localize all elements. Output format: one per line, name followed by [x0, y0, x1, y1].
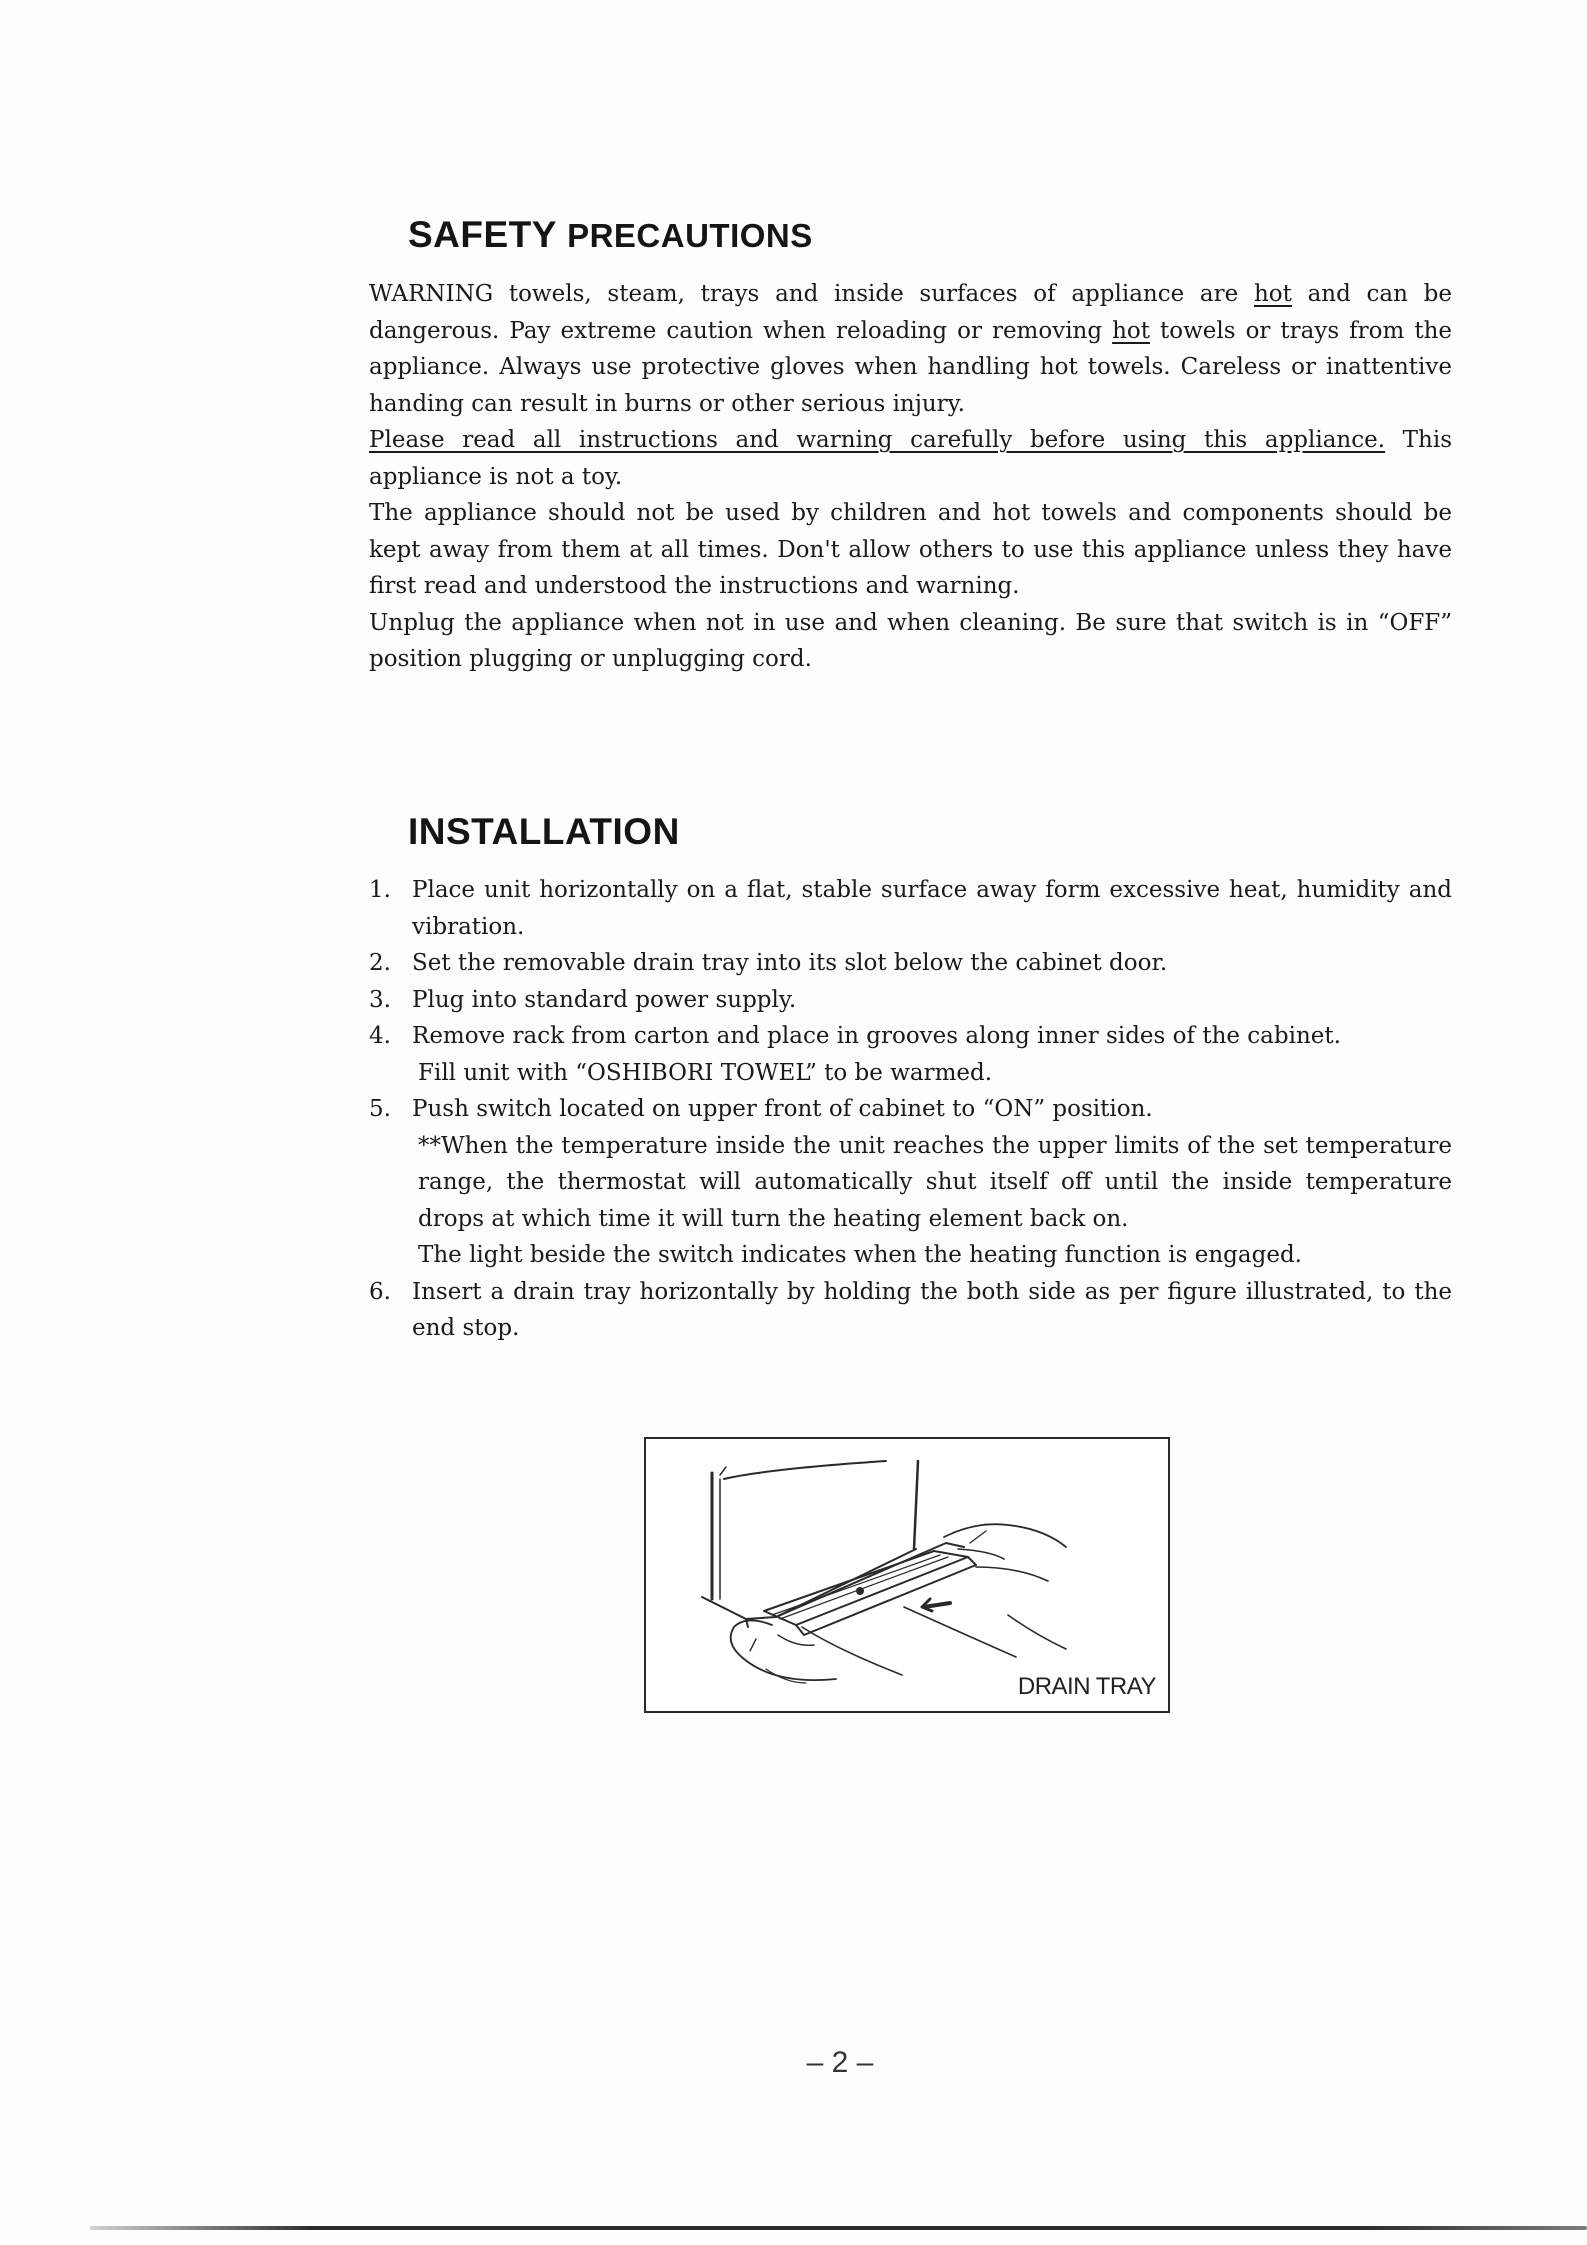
safety-section-text	[369, 276, 1452, 678]
not-a-toy-text: This appliance is not a toy.	[369, 427, 1453, 490]
step-text: Insert a drain tray horizontally by holding the both side as per figure illustrated, to the end stop.	[412, 1278, 1452, 1341]
installation-step	[369, 1018, 1452, 1091]
step-subtext: Fill unit with “OSHIBORI TOWEL” to be warmed.	[418, 1059, 993, 1086]
drain-tray-label: DRAIN TRAY	[1017, 1673, 1156, 1700]
hot-underlined: hot	[1253, 281, 1292, 307]
installation-steps-list	[369, 872, 1452, 1347]
installation-step	[369, 872, 1452, 945]
step-text: Plug into standard power supply.	[412, 986, 797, 1013]
step-number: 1.	[369, 877, 391, 903]
step-number: 2.	[369, 950, 391, 976]
safety-paragraph-children: The appliance should not be used by children and hot towels and components should be kept away from them at all times. Don't allow others to use this appliance unless they have first read and understood the instructions and warning.	[369, 500, 1452, 599]
installation-heading: INSTALLATION	[408, 811, 680, 852]
read-instructions-underlined: Please read all instructions and warning carefully before using this appliance.	[369, 427, 1386, 453]
step-subtext: **When the temperature inside the unit reaches the upper limits of the set temperature range, the thermostat will automatically shut itself off until the inside temperature drops at which time it will turn the heating element back on.	[418, 1132, 1452, 1232]
installation-step	[369, 1091, 1452, 1274]
heading-word-precautions: PRECAUTIONS	[567, 217, 813, 254]
step-number: 5.	[369, 1096, 391, 1122]
step-number: 6.	[369, 1278, 391, 1305]
page-number: – 2 –	[806, 2046, 874, 2079]
step-text: Place unit horizontally on a flat, stable surface away form excessive heat, humidity and vibration.	[412, 877, 1452, 940]
drain-tray-illustration-icon	[646, 1439, 1168, 1711]
step-text: Remove rack from carton and place in grooves along inner sides of the cabinet.	[412, 1023, 1341, 1049]
step-number: 3.	[369, 986, 391, 1013]
step-text: Push switch located on upper front of cabinet to “ON” position.	[412, 1096, 1153, 1122]
safety-paragraph-read-instructions	[369, 422, 1452, 495]
warning-text-part1: WARNING towels, steam, trays and inside surfaces of appliance are	[369, 281, 1254, 307]
hot-underlined: hot	[1112, 317, 1151, 344]
installation-step	[369, 982, 1452, 1019]
step-number: 4.	[369, 1023, 391, 1049]
step-text: Set the removable drain tray into its slot below the cabinet door.	[412, 950, 1168, 976]
warning-text-part2: and can be dangerous. Pay extreme caution when reloading or removing	[369, 281, 1452, 344]
safety-paragraph-unplug: Unplug the appliance when not in use and when cleaning. Be sure that switch is in “OFF” position plugging or unplugging cord.	[369, 609, 1452, 672]
warning-text-part3: towels or trays from the appliance. Always use protective gloves when handling hot towels. Careless or inattentive handing can result in burns or other serious injury.	[369, 317, 1452, 417]
drain-tray-figure	[644, 1437, 1170, 1713]
installation-step	[369, 945, 1452, 982]
bottom-divider	[90, 2226, 1587, 2230]
step-subtext: The light beside the switch indicates when the heating function is engaged.	[418, 1242, 1302, 1268]
safety-paragraph-warning	[369, 276, 1452, 422]
installation-step	[369, 1274, 1452, 1347]
heading-word-safety: SAFETY	[408, 214, 557, 255]
safety-precautions-heading	[408, 214, 813, 256]
